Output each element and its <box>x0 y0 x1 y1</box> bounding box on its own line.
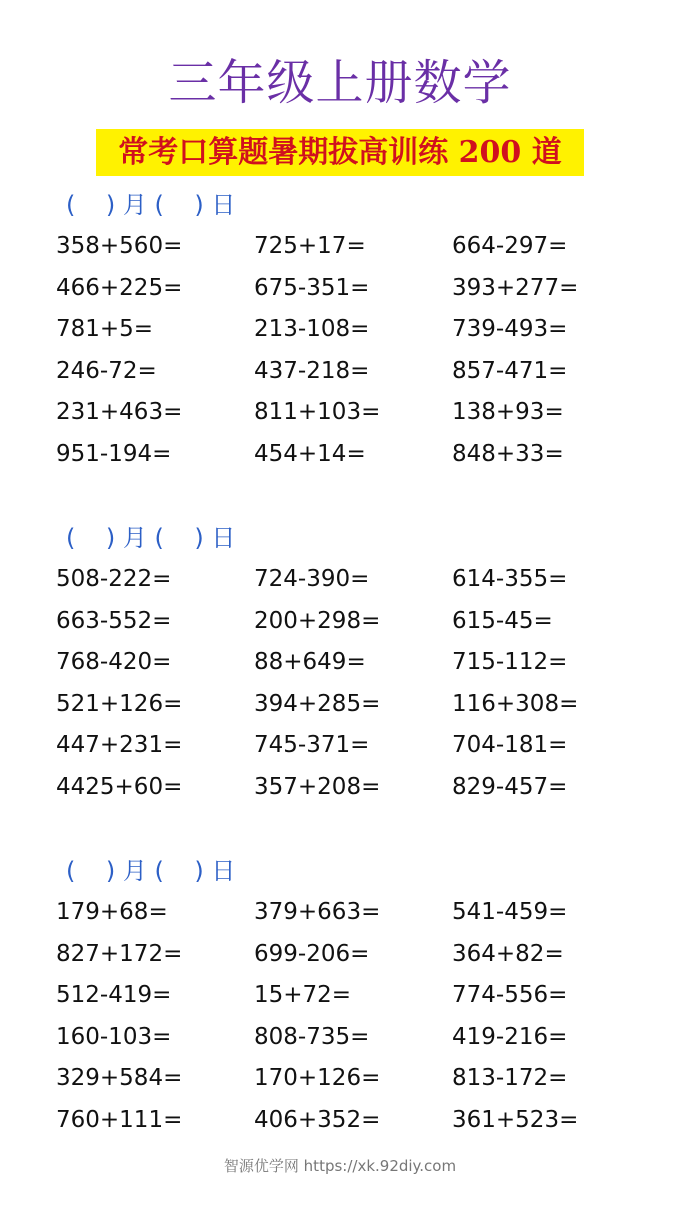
date-field: ( ) 月 ( ) 日 <box>66 191 236 219</box>
problem: 781+5= <box>56 316 154 343</box>
problem: 541-459= <box>452 899 568 925</box>
problem: 200+298= <box>254 607 381 634</box>
problem: 715-112= <box>452 649 568 676</box>
problem: 675-351= <box>254 274 370 301</box>
problem: 466+225= <box>56 274 183 301</box>
problem: 724-390= <box>254 566 370 592</box>
problem: 768-420= <box>56 649 172 676</box>
problem: 393+277= <box>452 274 579 301</box>
footer-watermark: 智源优学网 https://xk.92diy.com <box>223 1157 457 1175</box>
problem: 88+649= <box>254 649 366 676</box>
problem-grid <box>56 892 650 1142</box>
problem: 813-172= <box>452 1065 568 1092</box>
problem: 357+208= <box>254 773 381 800</box>
problem: 774-556= <box>452 982 568 1009</box>
problem-grid <box>56 226 650 476</box>
problem: 138+93= <box>452 399 564 426</box>
problem: 951-194= <box>56 440 172 467</box>
problem: 848+33= <box>452 440 564 467</box>
problem: 615-45= <box>452 607 553 634</box>
problem: 699-206= <box>254 940 370 967</box>
problem: 760+111= <box>56 1106 183 1133</box>
subtitle-banner: 常考口算题暑期拔高训练 200 道 <box>96 129 584 176</box>
problem: 213-108= <box>254 316 370 343</box>
problem: 827+172= <box>56 940 183 967</box>
page-title: 三年级上册数学 <box>168 55 512 111</box>
date-field: ( ) 月 ( ) 日 <box>66 857 236 885</box>
problem: 447+231= <box>56 732 183 759</box>
problem: 394+285= <box>254 690 381 717</box>
problem: 358+560= <box>56 233 183 259</box>
problem: 437-218= <box>254 357 370 384</box>
problem: 454+14= <box>254 440 366 467</box>
problem: 857-471= <box>452 357 568 384</box>
problem: 419-216= <box>452 1023 568 1050</box>
problem: 508-222= <box>56 566 172 592</box>
problem: 231+463= <box>56 399 183 426</box>
problem: 745-371= <box>254 732 370 759</box>
problem: 246-72= <box>56 357 157 384</box>
problem: 725+17= <box>254 233 366 259</box>
problem: 406+352= <box>254 1106 381 1133</box>
problem: 15+72= <box>254 982 352 1009</box>
problem: 704-181= <box>452 732 568 759</box>
problem: 329+584= <box>56 1065 183 1092</box>
problem-grid <box>56 559 650 809</box>
problem: 664-297= <box>452 233 568 259</box>
problem: 170+126= <box>254 1065 381 1092</box>
problem: 521+126= <box>56 690 183 717</box>
problem: 179+68= <box>56 899 168 925</box>
problem: 364+82= <box>452 940 564 967</box>
problem: 739-493= <box>452 316 568 343</box>
problem: 614-355= <box>452 566 568 592</box>
problem: 663-552= <box>56 607 172 634</box>
problem: 829-457= <box>452 773 568 800</box>
problem: 811+103= <box>254 399 381 426</box>
problem: 512-419= <box>56 982 172 1009</box>
problem: 4425+60= <box>56 773 183 800</box>
date-field: ( ) 月 ( ) 日 <box>66 524 236 552</box>
problem: 160-103= <box>56 1023 172 1050</box>
problem: 116+308= <box>452 690 579 717</box>
problem: 361+523= <box>452 1106 579 1133</box>
problem: 808-735= <box>254 1023 370 1050</box>
problem: 379+663= <box>254 899 381 925</box>
